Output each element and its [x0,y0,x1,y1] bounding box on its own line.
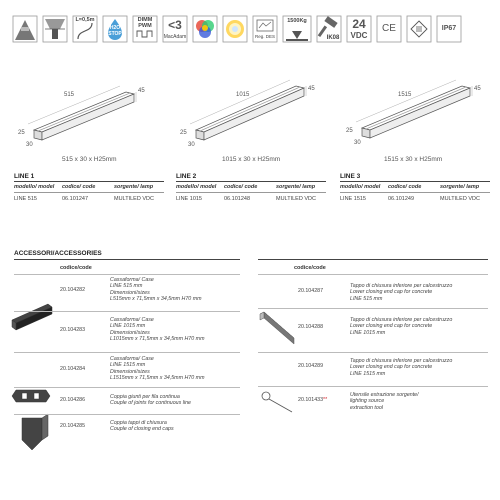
macadam-icon: <3 MacAdam [163,18,187,40]
accessory-row: 20.104285 Coppia tappi di chiusura Couple of closing end caps [60,420,174,433]
accessory-row: 20.104286 Coppia giunti per fila continua Couple of joints for continuous line [60,394,191,407]
divider [258,308,488,309]
accessory-row: 20.104284 Cassaforma/ Case LINE 1515 mm Dimensioni/sizes L1515mm x 71,5mm x 34,5mm H70 mm [60,356,205,381]
registered-design-icon: Reg. DES [252,15,278,45]
drawing-line-1015 [196,86,304,140]
accessory-row: 20.104288 Tappo di chiusura inferiore per calcestruzzo Lower closing end cap for concrete LINE 1015 mm [298,317,453,336]
divider [14,414,240,415]
spec-header: modello/ model codice/ code sorgente/ lamp [14,183,164,193]
joint-couple-image [12,390,50,402]
dim-depth: 30 [26,142,33,148]
dim-length: 1015 [236,92,250,98]
ik08-hammer-icon: IK08 [316,15,342,45]
dim-height: 45 [138,88,145,94]
drawing-caption: 1015 x 30 x H25mm [222,156,281,163]
ce-mark-icon: CE [376,15,402,45]
spec-row: LINE 515 06.101247 MULTILED VDC [14,195,154,202]
spec-table-line-2 [176,173,326,205]
dim-height: 45 [308,86,315,92]
spec-title: LINE 3 [340,173,490,182]
dim-length: 515 [64,92,75,98]
spec-row: LINE 1515 06.101249 MULTILED VDC [340,195,480,202]
spec-table-line-1 [14,173,164,205]
drawing-caption: 515 x 30 x H25mm [62,156,117,163]
divider [14,352,240,353]
white-tunable-icon [222,15,248,45]
voltage-24vdc-icon: 24 VDC [346,15,372,45]
accessory-row: 20.104289 Tappo di chiusura inferiore per calcestruzzo Lower closing end cap for concrete LINE 1515 mm [298,358,453,377]
dimm-pwm-icon: DIMM PWM [132,15,158,45]
h2o-stop-icon: H2O STOP [102,15,128,45]
ip67-icon: IP67 [436,15,462,45]
dim-height: 45 [474,86,481,92]
spec-header: modello/ model codice/ code sorgente/ lamp [340,183,490,193]
code-header: codice/code [60,265,92,271]
spec-header: modello/ model codice/ code sorgente/ lamp [176,183,326,193]
divider [258,352,488,353]
dim-width: 25 [180,130,187,136]
dim-depth: 30 [354,140,361,146]
cable-length-icon: L=0,5m [72,15,98,45]
recessed-ground-icon [42,15,68,45]
spec-title: LINE 1 [14,173,164,182]
dim-depth: 30 [188,142,195,148]
class-iii-icon [406,15,432,45]
spec-row: LINE 1015 06.101248 MULTILED VDC [176,195,316,202]
end-cap-couple-image [22,414,48,450]
rgb-color-wheel-icon [192,15,218,45]
dim-length: 1515 [398,92,412,98]
divider [258,274,488,275]
accessories-title: ACCESSORI/ACCESSORIES [14,250,102,257]
drawing-line-1515 [362,86,470,138]
concrete-case-image [12,304,52,330]
divider [14,387,240,388]
spec-title: LINE 2 [176,173,326,182]
drawing-line-515 [34,92,134,140]
spec-table-line-3 [340,173,490,205]
load-1500kg-icon: 1500Kg [282,15,312,45]
divider [14,259,240,260]
accessory-row: 20.104283 Cassaforma/ Case LINE 1015 mm Dimensioni/sizes L1015mm x 71,5mm x 34,5mm H70 mm [60,317,205,342]
divider [258,386,488,387]
product-drawings [0,72,500,172]
divider [14,274,240,275]
divider [258,259,488,260]
accessory-illustrations-left [8,290,58,500]
feature-icon-strip [8,15,498,47]
accessory-row: 20.104282 Cassaforma/ Case LINE 515 mm Dimensioni/sizes L515mm x 71,5mm x 34,5mm H70 mm [60,277,202,302]
dim-width: 25 [18,130,25,136]
accessory-row: 20.104287 Tappo di chiusura inferiore per calcestruzzo Lower closing end cap for concrete LINE 515 mm [298,283,453,302]
code-header: codice/code [294,265,326,271]
drawing-caption: 1515 x 30 x H25mm [384,156,443,163]
dim-width: 25 [346,128,353,134]
accessory-row: 20.101433** Utensile estrazione sorgente/ lighting source extraction tool [298,392,419,411]
divider [14,311,240,312]
marker: ** [323,397,328,403]
flush-mount-icon [12,15,38,45]
